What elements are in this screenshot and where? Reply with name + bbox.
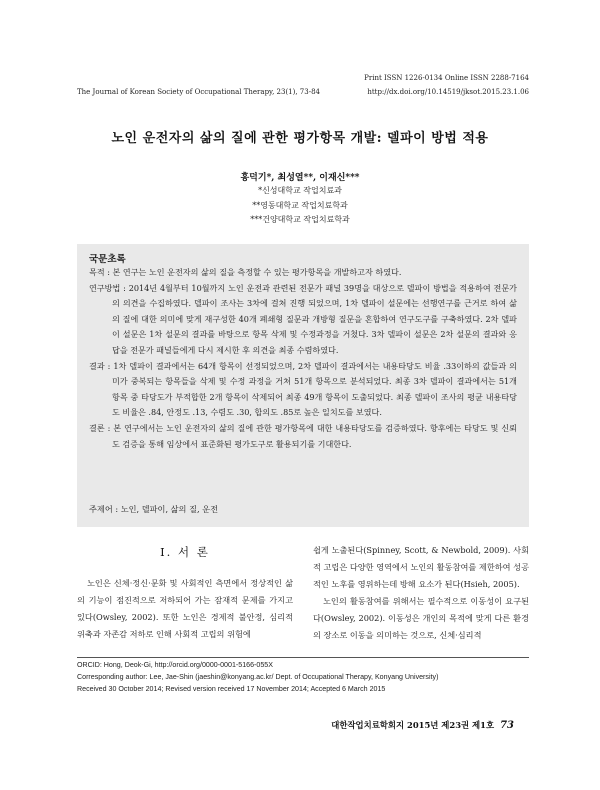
abstract-body	[89, 265, 517, 452]
keywords: 주제어 : 노인, 델파이, 삶의 질, 운전	[89, 504, 219, 514]
body-right-column	[313, 542, 529, 644]
paper-title: 노인 운전자의 삶의 질에 관한 평가항목 개발: 델파이 방법 적용	[111, 131, 489, 146]
abstract-purpose: 목적 : 본 연구는 노인 운전자의 삶의 질을 측정할 수 있는 평가항목을 개발하고자 하였다.	[89, 267, 402, 277]
body-paragraph: 쉽게 노출된다(Spinney, Scott, & Newbold, 2009). 사회적 고립은 다양한 영역에서 노인의 활동참여를 제한하여 성공적인 노후를 영위하는데 방해 요소가 된다(Hsieh, 2005).	[313, 545, 529, 589]
footer-journal: 대한작업치료학회지 2015년 제23권 제1호	[331, 720, 495, 730]
section-heading: Ⅰ. 서 론	[160, 545, 210, 559]
abstract-conclusion: 결론 : 본 연구에서는 노인 운전자의 삶의 질에 관한 평가항목에 대한 내용타당도를 검증하였다. 향후에는 타당도 및 신뢰도 검증을 통해 임상에서 표준화된 평가도구로 활용되기를 기대한다.	[89, 422, 517, 449]
body-paragraph: 노인은 신체·정신·문화 및 사회적인 측면에서 정상적인 삶의 기능이 점진적으로 저하되어 가는 잠재적 문제를 가지고 있다(Owsley, 2002). 또한 노인은 경제적 불안정, 심리적 위축과 자존감 저하로 인해 사회적 고립의 위험에	[77, 578, 293, 639]
body-left-column	[77, 575, 293, 643]
affiliation-3: ***건양대학교 작업치료학과	[250, 215, 350, 224]
affiliation-2: **영동대학교 작업치료학과	[252, 201, 348, 210]
body-paragraph: 노인의 활동참여를 위해서는 필수적으로 이동성이 요구된다(Owsley, 2002). 이동성은 개인의 목적에 맞게 다른 환경의 장소로 이동을 의미하는 것으로, 신체·심리적	[313, 596, 529, 640]
footnote-divider	[77, 657, 529, 658]
footnote-corresponding: Corresponding author: Lee, Jae-Shin (jaeshin@konyang.ac.kr/ Dept. of Occupational Therapy, Konyang University)	[77, 673, 439, 681]
abstract-methods: 연구방법 : 2014년 4월부터 10월까지 노인 운전과 관련된 전문가 패널 39명을 대상으로 델파이 방법을 적용하여 전문가의 의견을 수집하였다. 델파이 조사는 3차에 걸쳐 진행 되었으며, 1차 델파이 설문에는 선행연구를 근거로 하여 삶의 질에 대한 의미에 맞게 재구성한 40개 폐쇄형 질문과 개방형 질문을 혼합하여 연구도구를 구축하였다. 2차 델파이 설문은 1차 설문의 결과를 바탕으로 항목 삭제 및 수정과정을 거쳤다. 3차 델파이 설문은 2차 설문의 결과와 응답을 전문가 패널들에게 다시 제시한 후 의견을 최종 수렴하였다.	[89, 282, 517, 355]
footnote-orcid: ORCID: Hong, Deok-Gi, http://orcid.org/0000-0001-5166-055X	[77, 661, 273, 669]
journal-citation: The Journal of Korean Society of Occupational Therapy, 23(1), 73-84	[77, 88, 320, 96]
affiliation-1: *신성대학교 작업치료과	[258, 186, 342, 195]
page-number: 73	[500, 720, 514, 731]
abstract-heading: 국문초록	[89, 254, 126, 265]
footnote-received: Received 30 October 2014; Revised version received 17 November 2014; Accepted 6 March 2015	[77, 685, 386, 693]
doi-link[interactable]: http://dx.doi.org/10.14519/jksot.2015.23.1.06	[367, 88, 529, 96]
issn-line: Print ISSN 1226-0134 Online ISSN 2288-7164	[364, 74, 529, 82]
page-footer	[331, 719, 514, 731]
abstract-results: 결과 : 1차 델파이 결과에서는 64개 항목이 선정되었으며, 2차 델파이 결과에서는 내용타당도 비율 .33이하의 값들과 의미가 중복되는 항목들을 삭제 및 수정 과정을 거쳐 51개 항목으로 분석되었다. 최종 3차 델파이 결과에서는 51개 항목 중 타당도가 부적합한 2개 항목이 삭제되어 최종 49개 항목이 도출되었다. 최종 델파이 조사의 평균 내용타당도 비율은 .84, 안정도 .13, 수렴도 .30, 합의도 .85로 높은 일치도를 보였다.	[89, 360, 517, 418]
author-list: 홍덕기*, 최성열**, 이재신***	[240, 173, 360, 183]
